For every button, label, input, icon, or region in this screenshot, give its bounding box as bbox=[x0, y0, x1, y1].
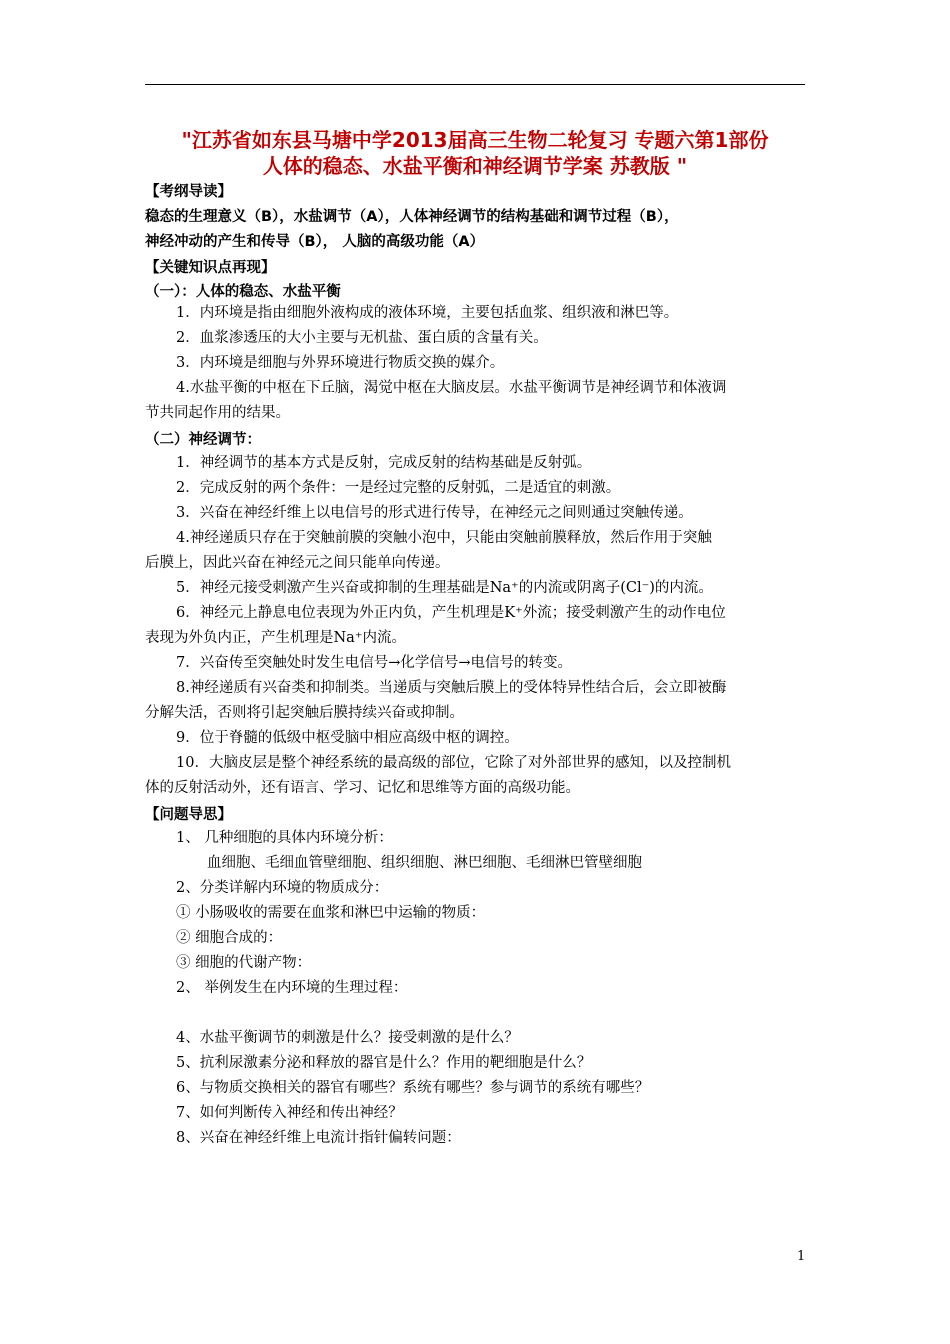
sec2-item-6-cont: 表现为外负内正，产生机理是Na⁺内流。 bbox=[145, 630, 406, 646]
sec2-item-8-cont: 分解失活，否则将引起突触后膜持续兴奋或抑制。 bbox=[145, 705, 464, 721]
sec2-item-2: 2．完成反射的两个条件：一是经过完整的反射弧，二是适宜的刺激。 bbox=[176, 480, 621, 496]
sec2-item-5: 5．神经元接受刺激产生兴奋或抑制的生理基础是Na⁺的内流或阴离子(Cl⁻)的内流。 bbox=[176, 580, 713, 596]
sec2-item-10: 10．大脑皮层是整个神经系统的最高级的部位，它除了对外部世界的感知，以及控制机 bbox=[176, 755, 731, 771]
question-4: 4、水盐平衡调节的刺激是什么？接受刺激的是什么？ bbox=[176, 1030, 519, 1046]
kaogang-line-1: 稳态的生理意义（B），水盐调节（A），人体神经调节的结构基础和调节过程（B）， bbox=[145, 209, 679, 225]
section-2-heading: （二）神经调节： bbox=[145, 432, 261, 448]
wenti-heading: 【问题导思】 bbox=[145, 807, 232, 823]
sec2-item-4-cont: 后膜上，因此兴奋在神经元之间只能单向传递。 bbox=[145, 555, 450, 571]
question-2-item-1: ① 小肠吸收的需要在血浆和淋巴中运输的物质： bbox=[176, 905, 486, 921]
section-1-heading: （一）：人体的稳态、水盐平衡 bbox=[145, 284, 341, 300]
question-7: 7、如何判断传入神经和传出神经？ bbox=[176, 1105, 403, 1121]
sec2-item-1: 1．神经调节的基本方式是反射，完成反射的结构基础是反射弧。 bbox=[176, 455, 592, 471]
question-3: 2、 举例发生在内环境的生理过程： bbox=[176, 980, 408, 996]
question-2-item-3: ③ 细胞的代谢产物： bbox=[176, 955, 312, 971]
question-1: 1、 几种细胞的具体内环境分析： bbox=[176, 830, 393, 846]
page-number: 1 bbox=[797, 1249, 806, 1264]
sec2-item-9: 9．位于脊髓的低级中枢受脑中相应高级中枢的调控。 bbox=[176, 730, 519, 746]
document-title-line-2: 人体的稳态、水盐平衡和神经调节学案 苏教版 " bbox=[262, 154, 688, 178]
question-2: 2、分类详解内环境的物质成分： bbox=[176, 880, 389, 896]
question-1-detail: 血细胞、毛细血管壁细胞、组织细胞、淋巴细胞、毛细淋巴管壁细胞 bbox=[207, 855, 642, 871]
sec1-item-2: 2．血浆渗透压的大小主要与无机盐、蛋白质的含量有关。 bbox=[176, 330, 548, 346]
sec2-item-10-cont: 体的反射活动外，还有语言、学习、记忆和思维等方面的高级功能。 bbox=[145, 780, 580, 796]
sec1-item-4-cont: 节共同起作用的结果。 bbox=[145, 405, 290, 421]
question-2-item-2: ② 细胞合成的： bbox=[176, 930, 283, 946]
sec1-item-3: 3．内环境是细胞与外界环境进行物质交换的媒介。 bbox=[176, 355, 505, 371]
sec2-item-3: 3．兴奋在神经纤维上以电信号的形式进行传导，在神经元之间则通过突触传递。 bbox=[176, 505, 693, 521]
sec2-item-4: 4.神经递质只存在于突触前膜的突触小泡中，只能由突触前膜释放，然后作用于突触 bbox=[176, 530, 712, 546]
kaogang-line-2: 神经冲动的产生和传导（B）， 人脑的高级功能（A） bbox=[145, 234, 485, 250]
sec2-item-7: 7．兴奋传至突触处时发生电信号→化学信号→电信号的转变。 bbox=[176, 655, 573, 671]
sec1-item-1: 1．内环境是指由细胞外液构成的液体环境，主要包括血浆、组织液和淋巴等。 bbox=[176, 305, 679, 321]
question-6: 6、与物质交换相关的器官有哪些？系统有哪些？参与调节的系统有哪些？ bbox=[176, 1080, 650, 1096]
sec1-item-4: 4.水盐平衡的中枢在下丘脑，渴觉中枢在大脑皮层。水盐平衡调节是神经调节和体液调 bbox=[176, 380, 727, 396]
sec2-item-8: 8.神经递质有兴奋类和抑制类。当递质与突触后膜上的受体特异性结合后，会立即被酶 bbox=[176, 680, 727, 696]
sec2-item-6: 6．神经元上静息电位表现为外正内负，产生机理是K⁺外流；接受刺激产生的动作电位 bbox=[176, 605, 726, 621]
question-8: 8、兴奋在神经纤维上电流计指针偏转问题： bbox=[176, 1130, 461, 1146]
question-5: 5、抗利尿激素分泌和释放的器官是什么？作用的靶细胞是什么？ bbox=[176, 1055, 592, 1071]
header-rule bbox=[145, 84, 805, 85]
guanjian-heading: 【关键知识点再现】 bbox=[145, 260, 276, 276]
document-title-line-1: "江苏省如东县马塘中学2013届高三生物二轮复习 专题六第1部份 bbox=[181, 128, 769, 152]
kaogang-heading: 【考纲导读】 bbox=[145, 184, 232, 200]
